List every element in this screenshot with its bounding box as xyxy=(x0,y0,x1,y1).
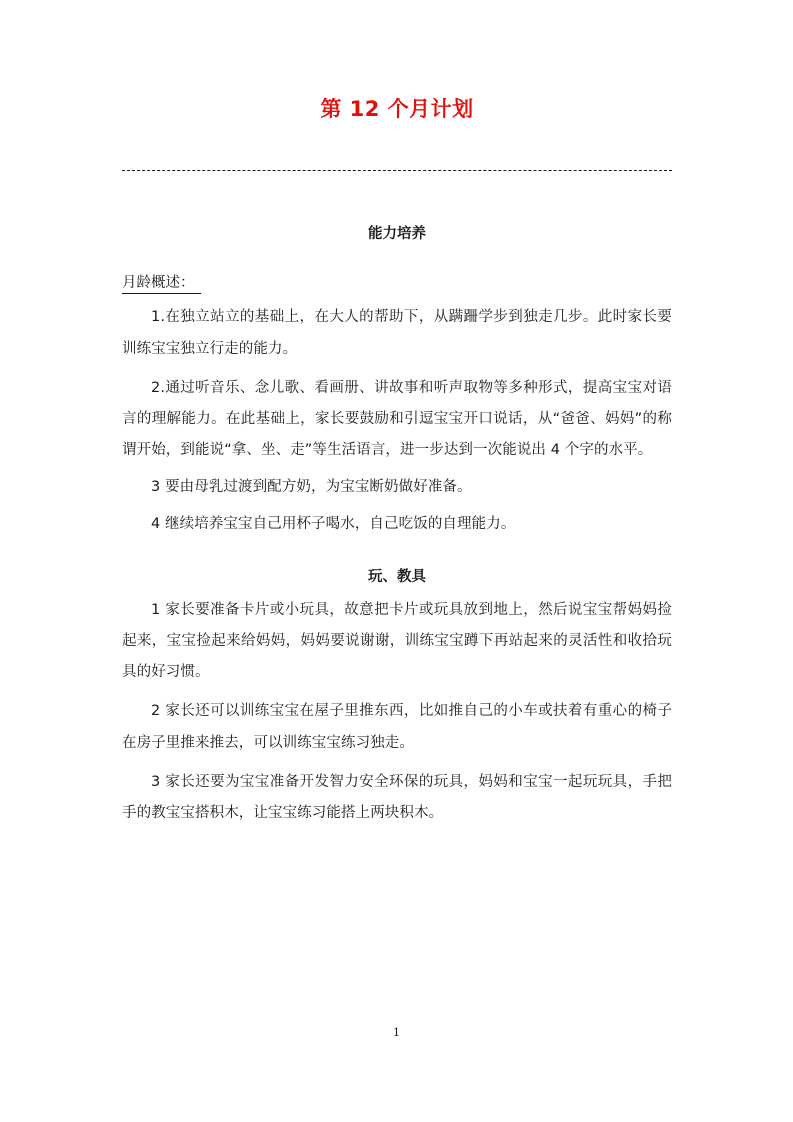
paragraph-toys-3: 3 家长还要为宝宝准备开发智力安全环保的玩具，妈妈和宝宝一起玩玩具，手把手的教宝宝搭积木，让宝宝练习能搭上两块积木。 xyxy=(122,773,672,821)
page-number: 1 xyxy=(393,1026,400,1039)
sub-heading-overview-text: 月龄概述： xyxy=(122,275,201,294)
paragraph-toys-2: 2 家长还可以训练宝宝在屋子里推东西，比如推自己的小车或扶着有重心的椅子在房子里推来推去，可以训练宝宝练习独走。 xyxy=(122,703,672,751)
header-divider xyxy=(122,170,672,171)
document-body xyxy=(122,0,672,829)
paragraph-ability-1: 1.在独立站立的基础上，在大人的帮助下，从蹒跚学步到独走几步。此时家长要训练宝宝独立行走的能力。 xyxy=(122,309,672,357)
paragraph-ability-4: 4 继续培养宝宝自己用杯子喝水，自己吃饭的自理能力。 xyxy=(151,516,516,533)
dashed-rule xyxy=(122,170,672,171)
sub-heading-overview xyxy=(122,273,672,295)
section-heading-ability: 能力培养 xyxy=(368,226,426,243)
paragraph-ability-3: 3 要由母乳过渡到配方奶，为宝宝断奶做好准备。 xyxy=(151,479,472,496)
page-title: 第 12 个月计划 xyxy=(320,97,474,121)
section-heading-toys: 玩、教具 xyxy=(368,568,426,585)
paragraph-toys-1: 1 家长要准备卡片或小玩具，故意把卡片或玩具放到地上，然后说宝宝帮妈妈捡起来，宝宝捡起来给妈妈，妈妈要说谢谢，训练宝宝蹲下再站起来的灵活性和收拾玩具的好习惯。 xyxy=(122,601,672,681)
paragraph-ability-2: 2.通过听音乐、念儿歌、看画册、讲故事和听声取物等多种形式，提高宝宝对语言的理解能力。在此基础上，家长要鼓励和引逗宝宝开口说话，从“爸爸、妈妈”的称谓开始，到能说“拿、坐、走”等生活语言，进一步达到一次能说出 4 个字的水平。 xyxy=(122,379,672,459)
